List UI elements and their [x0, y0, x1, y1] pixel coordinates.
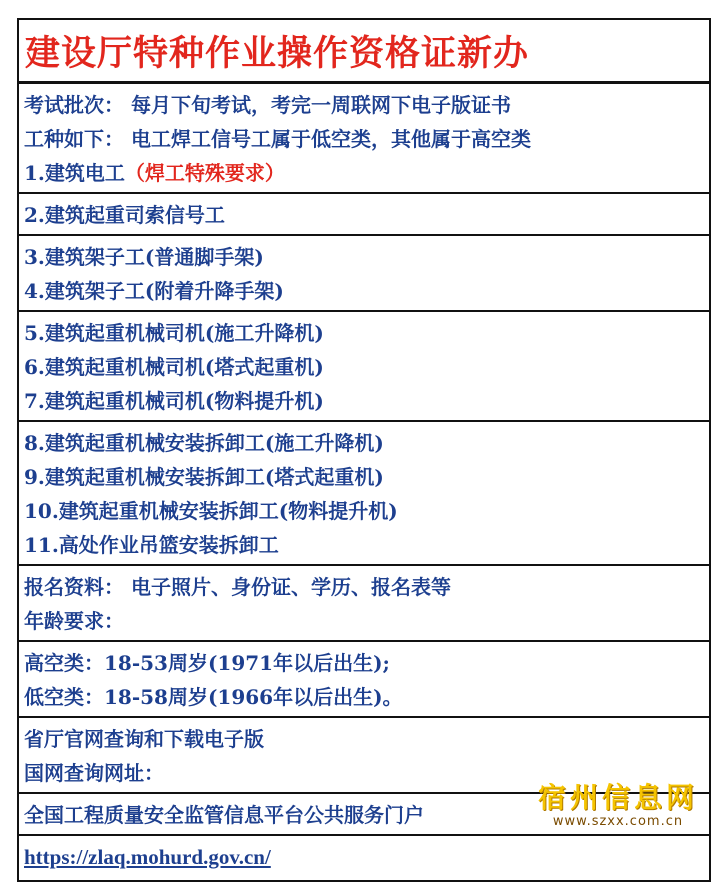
list-item: 2.建筑起重司索信号工: [24, 203, 225, 227]
list-item: 5.建筑起重机械司机(施工升降机): [24, 321, 324, 345]
query-url-link[interactable]: https://zlaq.mohurd.gov.cn/: [24, 845, 271, 869]
url-section: [19, 836, 709, 880]
item-note: （焊工特殊要求）: [124, 161, 285, 185]
item-group-4: [19, 312, 709, 422]
materials-line: 报名资料： 电子照片、身份证、学历、报名表等: [24, 575, 451, 599]
info-sheet: [17, 18, 711, 882]
list-item: 11.高处作业吊篮安装拆卸工: [24, 533, 279, 557]
age-requirement-label: 年龄要求：: [24, 609, 124, 633]
job-types-line: 工种如下： 电工焊工信号工属于低空类，其他属于高空类: [24, 127, 531, 151]
url-line: [24, 840, 709, 874]
list-item: 7.建筑起重机械司机(物料提升机): [24, 389, 324, 413]
watermark-logo: 宿州信息网: [537, 781, 698, 814]
list-item: 10.建筑起重机械安装拆卸工(物料提升机): [24, 499, 398, 523]
watermark: [538, 776, 698, 829]
query-line-1: 省厅官网查询和下载电子版: [24, 727, 264, 751]
page-title: 建设厅特种作业操作资格证新办: [19, 20, 709, 84]
registration-section: [19, 566, 709, 642]
exam-batch-line: 考试批次： 每月下旬考试，考完一周联网下电子版证书: [24, 93, 511, 117]
item-group-5: [19, 422, 709, 566]
age-section: [19, 642, 709, 718]
item-group-3: [19, 236, 709, 312]
platform-name: 全国工程质量安全监管信息平台公共服务门户: [24, 803, 424, 827]
age-low-line: 低空类：18-58周岁(1966年以后出生)。: [24, 685, 403, 709]
age-high-line: 高空类：18-53周岁(1971年以后出生);: [24, 651, 390, 675]
list-item: 6.建筑起重机械司机(塔式起重机): [24, 355, 324, 379]
list-item: 3.建筑架子工(普通脚手架): [24, 245, 264, 269]
watermark-url: www.szxx.com.cn: [552, 814, 684, 829]
list-item: 8.建筑起重机械安装拆卸工(施工升降机): [24, 431, 384, 455]
list-item: [24, 156, 709, 190]
item-group-2: [19, 194, 709, 236]
query-line-2: 国网查询网址：: [24, 761, 164, 785]
exam-section: [19, 84, 709, 194]
list-item: 9.建筑起重机械安装拆卸工(塔式起重机): [24, 465, 384, 489]
list-item: 4.建筑架子工(附着升降手架): [24, 279, 284, 303]
item-label: 1.建筑电工: [24, 161, 125, 185]
